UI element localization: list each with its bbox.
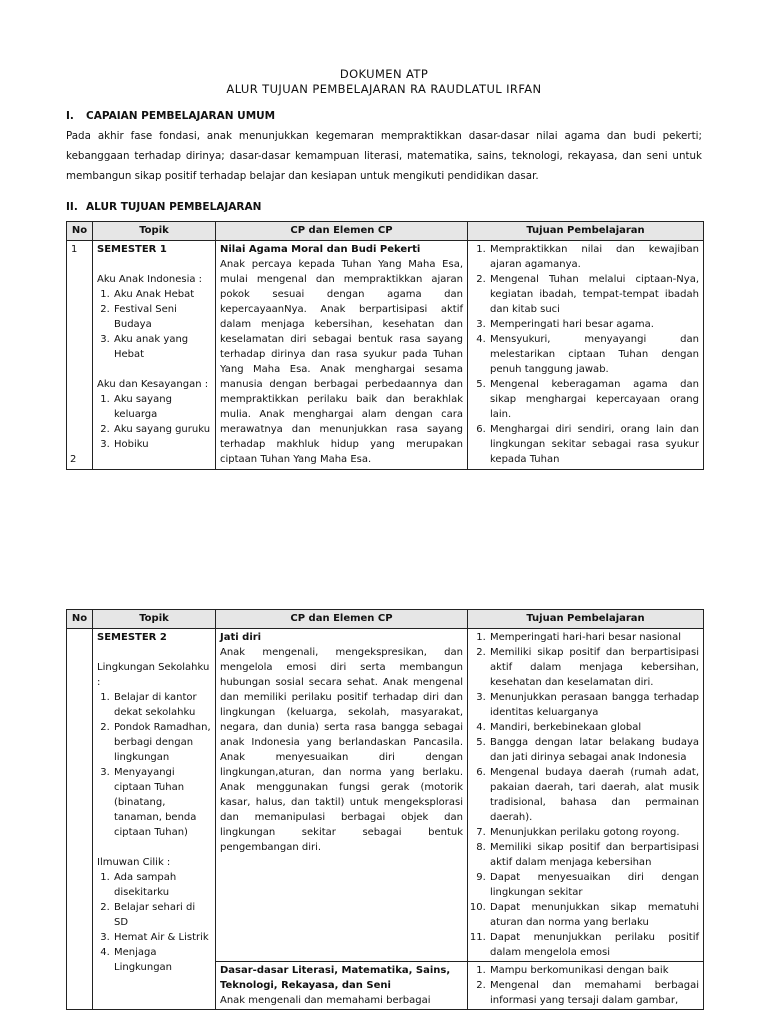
cell-tujuan — [468, 962, 704, 1010]
list-item: 4. Mandiri, berkebinekaan global — [489, 720, 699, 735]
list-item: 2. Mengenal dan memahami berbagai informasi yang tersaji dalam gambar, — [489, 978, 699, 1008]
topic-list — [97, 287, 211, 362]
topic-group — [97, 272, 211, 362]
header-cp: CP dan Elemen CP — [216, 610, 468, 629]
section-number: I. — [66, 110, 74, 122]
cell-cp — [216, 962, 468, 1010]
topic-group-title: Aku dan Kesayangan : — [97, 379, 209, 390]
table-header-row — [67, 222, 704, 241]
table-row — [67, 629, 704, 962]
list-item: 3. Aku anak yang Hebat — [113, 332, 211, 362]
topic-group-title: Ilmuwan Cilik : — [97, 857, 171, 868]
cp-element-title: Jati diri — [220, 632, 262, 643]
document-subtitle: ALUR TUJUAN PEMBELAJARAN RA RAUDLATUL IRFAN — [226, 82, 542, 96]
document-title: DOKUMEN ATP — [339, 67, 429, 81]
section-number: II. — [66, 201, 78, 213]
table-header-row — [67, 610, 704, 629]
header-tujuan: Tujuan Pembelajaran — [468, 610, 704, 629]
topic-group-title: Aku Anak Indonesia : — [97, 274, 203, 285]
list-item: 1. Mempraktikkan nilai dan kewajiban ajaran agamanya. — [489, 242, 699, 272]
cell-no — [67, 241, 93, 470]
semester-label: SEMESTER 2 — [97, 632, 167, 643]
atp-table-semester-2 — [66, 609, 704, 1010]
topic-group — [97, 855, 211, 975]
list-item: 2. Belajar sehari di SD — [113, 900, 211, 930]
header-topik: Topik — [93, 222, 216, 241]
list-item: 6. Menghargai diri sendiri, orang lain dan lingkungan sekitar sebagai rasa syukur kepada Tuhan — [489, 422, 699, 467]
section-title: ALUR TUJUAN PEMBELAJARAN — [86, 201, 262, 213]
cp-element-title: Dasar-dasar Literasi, Matematika, Sains, Teknologi, Rekayasa, dan Seni — [220, 965, 451, 991]
list-item: 5. Bangga dengan latar belakang budaya dan jati dirinya sebagai anak Indonesia — [489, 735, 699, 765]
topic-list — [97, 870, 211, 975]
section-heading-capaian — [66, 110, 275, 122]
cell-topik — [93, 629, 216, 1010]
cp-element-text: Anak percaya kepada Tuhan Yang Maha Esa, mulai mengenal dan mempraktikkan ajaran pokok sesuai dengan agama dan kepercayaanNya. Anak berpartisipasi aktif dalam menjaga kebersihan, kesehatan dan keselamatan diri sebagai bentuk rasa sayang terhadap dirinya dan rasa syukur pada Tuhan Yang Maha Esa. Anak menghargai sesama manusia dengan berbagai perbedaannya dan mempraktikkan perilaku baik dan berakhlak mulia. Anak menghargai alam dengan cara merawatnya dan menunjukkan rasa sayang terhadap makhluk hidup yang merupakan ciptaan Tuhan Yang Maha Esa. — [220, 259, 463, 465]
cell-cp — [216, 241, 468, 470]
header-topik: Topik — [93, 610, 216, 629]
topic-list — [97, 392, 211, 452]
cp-element-text: Anak mengenali dan memahami berbagai — [220, 995, 431, 1006]
tujuan-list — [472, 630, 699, 960]
list-item: 3. Menyayangi ciptaan Tuhan (binatang, tanaman, benda ciptaan Tuhan) — [113, 765, 211, 840]
list-item: 1. Ada sampah disekitarku — [113, 870, 211, 900]
list-item: 4. Menjaga Lingkungan — [113, 945, 211, 975]
list-item: 2. Pondok Ramadhan, berbagi dengan lingkungan — [113, 720, 211, 765]
list-item: 6. Mengenal budaya daerah (rumah adat, pakaian daerah, tari daerah, alat musik tradisional, bahasa dan permainan daerah). — [489, 765, 699, 825]
list-item: 10. Dapat menunjukkan sikap mematuhi aturan dan norma yang berlaku — [489, 900, 699, 930]
atp-table-semester-1 — [66, 221, 704, 470]
topic-group-title: Lingkungan Sekolahku : — [97, 662, 210, 688]
tujuan-list — [472, 242, 699, 467]
list-item: 3. Hemat Air & Listrik — [113, 930, 211, 945]
header-no: No — [67, 610, 93, 629]
topic-group — [97, 660, 211, 840]
cell-cp — [216, 629, 468, 962]
topic-group — [97, 377, 211, 452]
list-item: 1. Aku sayang keluarga — [113, 392, 211, 422]
row-number: 1 — [71, 244, 78, 255]
header-cp: CP dan Elemen CP — [216, 222, 468, 241]
list-item: 2. Mengenal Tuhan melalui ciptaan-Nya, kegiatan ibadah, tempat-tempat ibadah dan kitab suci — [489, 272, 699, 317]
list-item: 4. Mensyukuri, menyayangi dan melestarikan ciptaan Tuhan dengan penuh tanggung jawab. — [489, 332, 699, 377]
list-item: 1. Memperingati hari-hari besar nasional — [489, 630, 699, 645]
tujuan-list — [472, 963, 699, 1008]
cp-element-text: Anak mengenali, mengekspresikan, dan mengelola emosi diri serta membangun hubungan sosial secara sehat. Anak mengenal dan memiliki perilaku positif terhadap diri dan lingkungan (keluarga, sekolah, masyarakat, negara, dan dunia) serta rasa bangga sebagai anak Indonesia yang berlandaskan Pancasila. Anak menyesuaikan diri dengan lingkungan,aturan, dan norma yang berlaku. Anak menggunakan fungsi gerak (motorik kasar, halus, dan taktil) untuk mengeksplorasi dan memanipulasi berbagai objek dan lingkungan sekitar sebagai bentuk pengembangan diri. — [220, 647, 463, 853]
list-item: 3. Memperingati hari besar agama. — [489, 317, 699, 332]
list-item: 2. Memiliki sikap positif dan berpartisipasi aktif dalam menjaga kebersihan, kesehatan dan keselamatan diri. — [489, 645, 699, 690]
list-item: 5. Mengenal keberagaman agama dan sikap menghargai kepercayaan orang lain. — [489, 377, 699, 422]
row-number-2: 2 — [70, 454, 77, 465]
list-item: 1. Aku Anak Hebat — [113, 287, 211, 302]
section-heading-alur — [66, 201, 261, 213]
table-row — [67, 241, 704, 470]
header-no: No — [67, 222, 93, 241]
list-item: 8. Memiliki sikap positif dan berpartisipasi aktif dalam menjaga kebersihan — [489, 840, 699, 870]
list-item: 3. Hobiku — [113, 437, 211, 452]
list-item: 3. Menunjukkan perasaan bangga terhadap identitas keluarganya — [489, 690, 699, 720]
capaian-paragraph: Pada akhir fase fondasi, anak menunjukkan kegemaran mempraktikkan dasar-dasar nilai agama dan budi pekerti; kebanggaan terhadap dirinya; dasar-dasar kemampuan literasi, matematika, sains, teknologi, rekayasa, dan seni untuk membangun sikap positif terhadap belajar dan kesiapan untuk mengikuti pendidikan dasar. — [66, 130, 702, 182]
header-tujuan: Tujuan Pembelajaran — [468, 222, 704, 241]
section-title: CAPAIAN PEMBELAJARAN UMUM — [86, 110, 276, 122]
list-item: 11. Dapat menunjukkan perilaku positif dalam mengelola emosi — [489, 930, 699, 960]
cell-no — [67, 629, 93, 1010]
list-item: 1. Belajar di kantor dekat sekolahku — [113, 690, 211, 720]
cell-tujuan — [468, 629, 704, 962]
cell-topik — [93, 241, 216, 470]
cp-element-title: Nilai Agama Moral dan Budi Pekerti — [220, 244, 421, 255]
cell-tujuan — [468, 241, 704, 470]
semester-label: SEMESTER 1 — [97, 244, 167, 255]
list-item: 9. Dapat menyesuaikan diri dengan lingkungan sekitar — [489, 870, 699, 900]
list-item: 1. Mampu berkomunikasi dengan baik — [489, 963, 699, 978]
topic-list — [97, 690, 211, 840]
list-item: 2. Aku sayang guruku — [113, 422, 211, 437]
list-item: 7. Menunjukkan perilaku gotong royong. — [489, 825, 699, 840]
list-item: 2. Festival Seni Budaya — [113, 302, 211, 332]
